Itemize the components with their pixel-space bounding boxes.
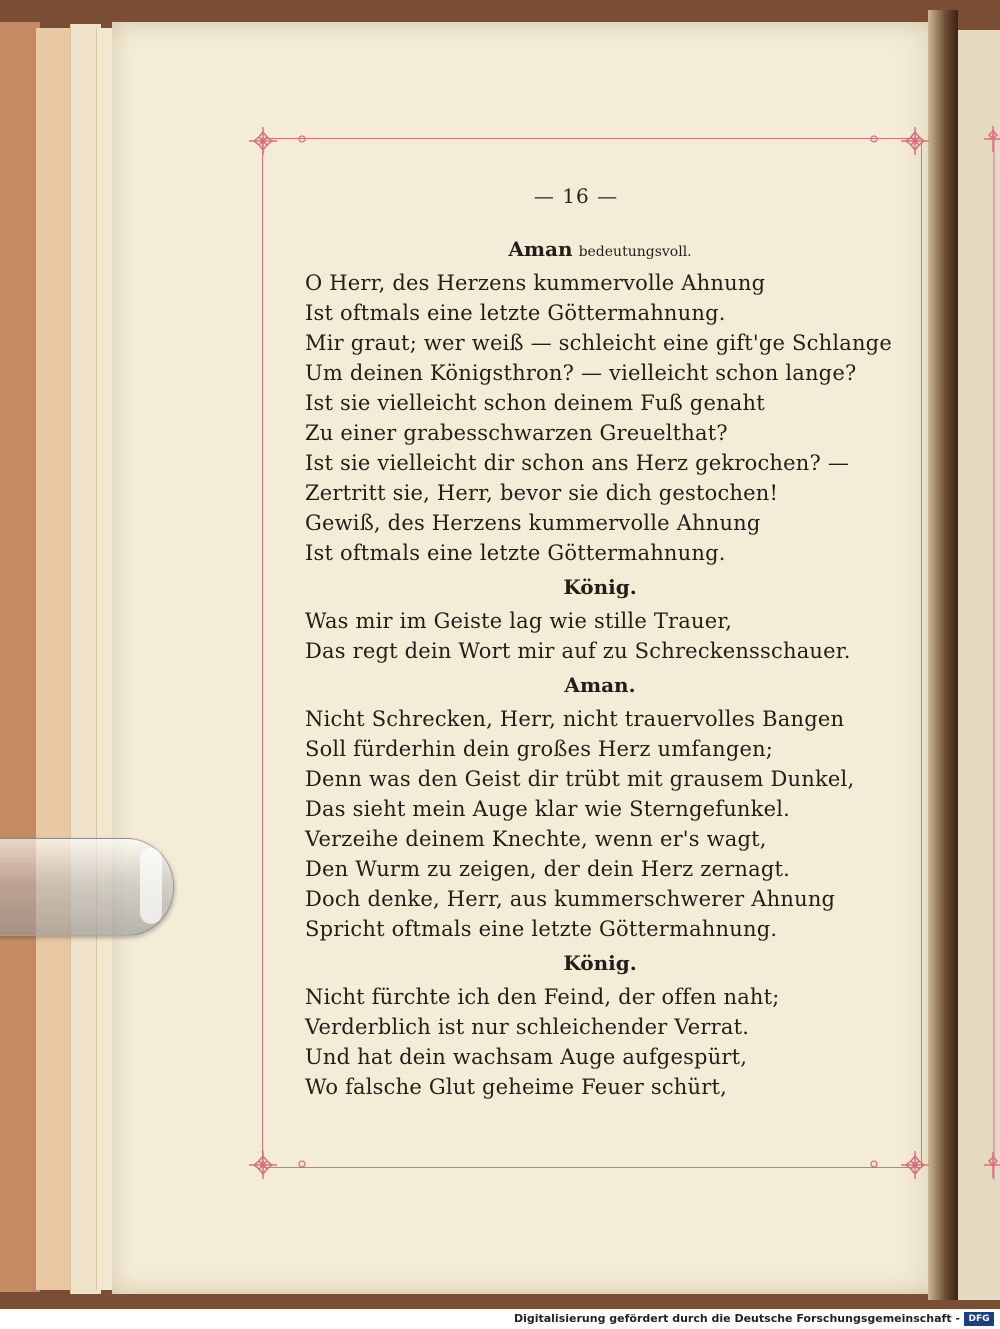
- ornament-dot-top-left: [296, 134, 308, 144]
- speaker-name: König.: [563, 575, 637, 599]
- speaker-name: Aman: [508, 237, 573, 261]
- verse-line: Das sieht mein Auge klar wie Sterngefunkel.: [305, 797, 790, 821]
- verse-line: Zertritt sie, Herr, bevor sie dich gestochen!: [305, 481, 779, 505]
- book-cover: [0, 22, 40, 1292]
- verse-line: Wo falsche Glut geheime Feuer schürt,: [305, 1075, 727, 1099]
- ornament-dot-bottom-left: [296, 1159, 308, 1169]
- footer-credit: Digitalisierung gefördert durch die Deutsche Forschungsgemeinschaft -: [513, 1312, 960, 1325]
- corner-ornament-top-left: [246, 124, 280, 158]
- dfg-logo: DFG: [964, 1312, 994, 1326]
- verse-line: Mir graut; wer weiß — schleicht eine gift'ge Schlange: [305, 331, 892, 355]
- verse-line: Soll fürderhin dein großes Herz umfangen;: [305, 737, 774, 761]
- corner-ornament-bottom-right: [898, 1148, 932, 1182]
- verse-line: Um deinen Königsthron? — vielleicht schon lange?: [305, 361, 857, 385]
- ornament-dot-bottom-right: [868, 1159, 880, 1169]
- verse-line: Verzeihe deinem Knechte, wenn er's wagt,: [305, 827, 767, 851]
- facing-page-ornament-bottom: [982, 1150, 1000, 1180]
- verse-line: Verderblich ist nur schleichender Verrat.: [305, 1015, 750, 1039]
- facing-page-frame: [993, 130, 995, 1180]
- verse-line: Das regt dein Wort mir auf zu Schreckensschauer.: [305, 639, 851, 663]
- speaker-heading: [305, 666, 895, 704]
- verse-line: Gewiß, des Herzens kummervolle Ahnung: [305, 511, 761, 535]
- stage-direction: bedeutungsvoll.: [578, 244, 692, 260]
- verse-line: Doch denke, Herr, aus kummerschwerer Ahnung: [305, 887, 836, 911]
- verse-line: Und hat dein wachsam Auge aufgespürt,: [305, 1045, 748, 1069]
- page-number: — 16 —: [533, 184, 619, 208]
- verse-line: Ist oftmals eine letzte Göttermahnung.: [305, 301, 726, 325]
- verse-line: Zu einer grabesschwarzen Greuelthat?: [305, 421, 728, 445]
- speaker-name: König.: [563, 951, 637, 975]
- corner-ornament-bottom-left: [246, 1148, 280, 1182]
- verse-line: Was mir im Geiste lag wie stille Trauer,: [305, 609, 733, 633]
- verse-line: Nicht Schrecken, Herr, nicht trauervolles Bangen: [305, 707, 845, 731]
- speaker-heading: [305, 568, 895, 606]
- ornament-dot-top-right: [868, 134, 880, 144]
- verse-line: Den Wurm zu zeigen, der dein Herz zernagt.: [305, 857, 790, 881]
- speaker-name: Aman.: [564, 673, 636, 697]
- speaker-heading: [305, 230, 895, 268]
- verse-text-block: [305, 230, 895, 1102]
- page-clip-highlight: [140, 848, 162, 924]
- verse-line: Ist sie vielleicht schon deinem Fuß genaht: [305, 391, 765, 415]
- verse-line: O Herr, des Herzens kummervolle Ahnung: [305, 271, 766, 295]
- corner-ornament-top-right: [898, 124, 932, 158]
- verse-line: Spricht oftmals eine letzte Göttermahnung.: [305, 917, 778, 941]
- verse-line: Nicht fürchte ich den Feind, der offen naht;: [305, 985, 780, 1009]
- verse-line: Ist oftmals eine letzte Göttermahnung.: [305, 541, 726, 565]
- facing-page-ornament-top: [982, 124, 1000, 154]
- footer-bar: [0, 1309, 1000, 1329]
- verse-line: Ist sie vielleicht dir schon ans Herz gekrochen? —: [305, 451, 850, 475]
- speaker-heading: [305, 944, 895, 982]
- verse-line: Denn was den Geist dir trübt mit grausem Dunkel,: [305, 767, 855, 791]
